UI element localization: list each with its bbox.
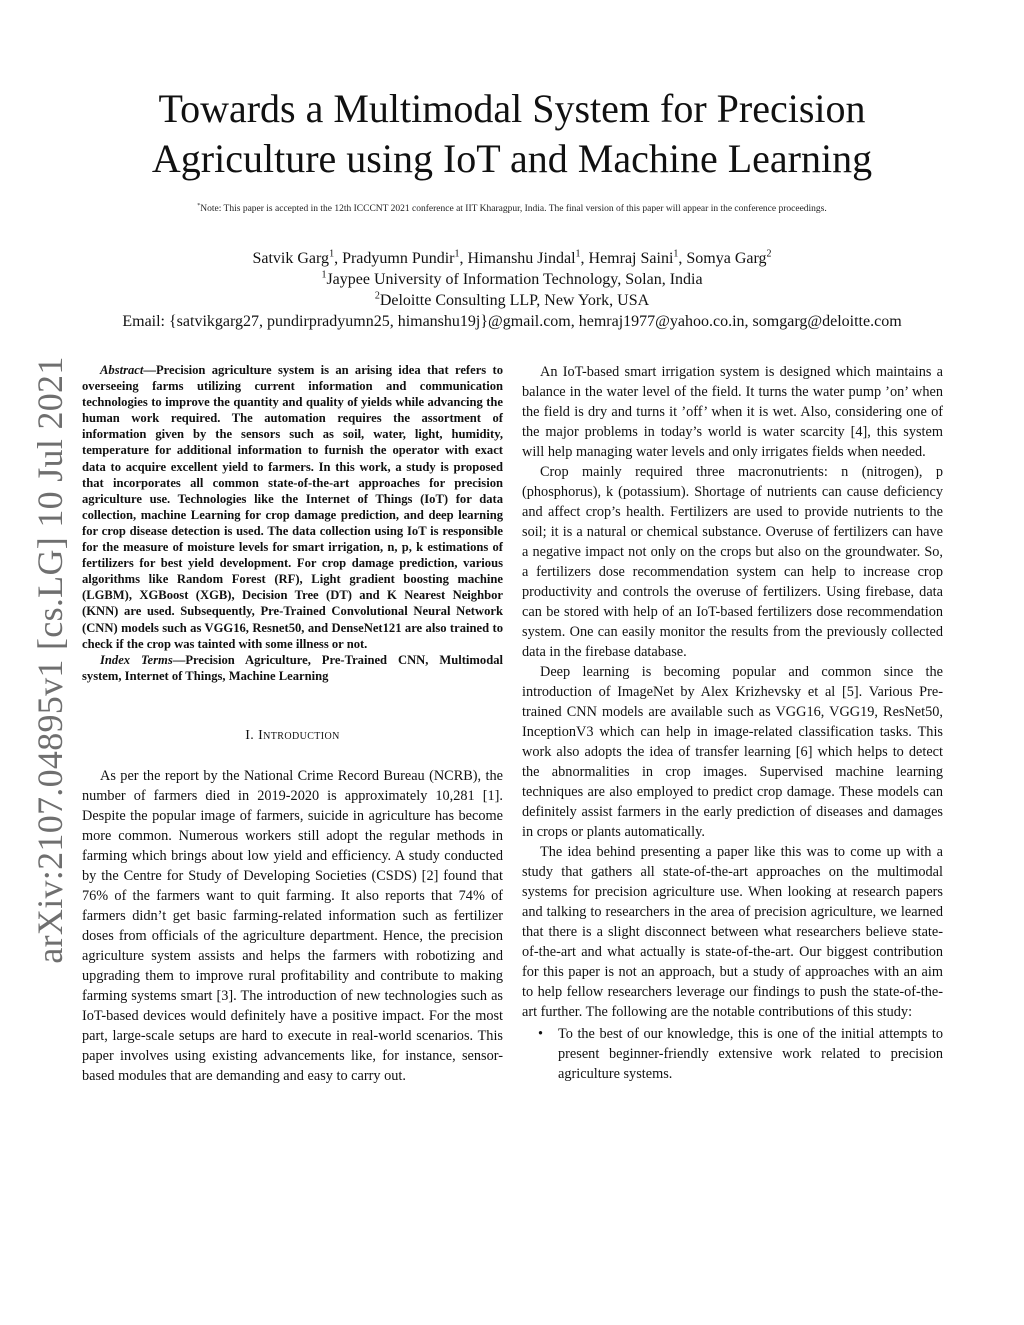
body-paragraph: Deep learning is becoming popular and common since the introduction of ImageNet by Alex Krizhevsky et al [5]. Various Pre-trained CNN models are available such as VGG16, VGG19, ResNet50, InceptionV3 which can help in image-related classification tasks. This work also adopts the idea of transfer learning [6] which helps to detect the abnormalities in crop images. Supervised machine learning techniques are also employed to predict crop damage. These models can definitely assist farmers in the early prediction of diseases and damages in crops or plants automatically. xyxy=(522,664,943,840)
note-text: Note: This paper is accepted in the 12th ICCCNT 2021 conference at IIT Kharagpur, India. The final version of this paper will appear in the conference proceedings. xyxy=(200,204,827,215)
author-affil-mark: 2 xyxy=(766,248,772,260)
section-number: I. xyxy=(245,727,255,743)
author-affil-mark: 1 xyxy=(454,248,460,260)
affiliation-text: Jaypee University of Information Technology, Solan, India xyxy=(326,271,703,288)
author-list xyxy=(0,248,1024,269)
author-separator: , xyxy=(459,250,468,267)
list-item-text: To the best of our knowledge, this is one of the initial attempts to present beginner-friendly extensive work related to precision agriculture systems. xyxy=(558,1026,943,1082)
title-line-1: Towards a Multimodal System for Precision xyxy=(158,86,866,131)
abstract xyxy=(82,362,503,652)
body-paragraph: As per the report by the National Crime Record Bureau (NCRB), the number of farmers died in 2019-2020 is approximately 10,281 [1]. Despite the popular image of farmers, suicide in agriculture has become more common. Numerous workers still adopt the regular methods in farming which brings about low yield and efficiency. A study conducted by the Centre for Study of Developing Societies (CSDS) [2] found that 76% of the farmers want to quit farming. It also reports that 74% of farmers didn’t get basic farming-related information such as fertilizer doses from officials of the agriculture department. Hence, the precision agriculture system assists and helps the farmers with robotizing and upgrading them to improve rural profitability and contribute to making farming systems smart [3]. The introduction of new technologies such as IoT-based devices would definitely have a positive impact. For the most part, large-scale setups are hard to execute in real-world scenarios. This paper involves using existing advancements like, for instance, sensor-based modules that are demanding and easy to carry out. xyxy=(82,767,503,1084)
arxiv-identifier: arXiv:2107.04895v1 [cs.LG] 10 Jul 2021 xyxy=(30,356,70,964)
affiliation-2 xyxy=(0,290,1024,311)
list-item xyxy=(522,1024,943,1084)
author-name: Somya Garg xyxy=(686,250,767,267)
index-terms-label: Index Terms xyxy=(100,652,173,667)
author-name: Satvik Garg xyxy=(252,250,330,267)
author-separator: , xyxy=(580,250,589,267)
affiliation-text: Deloitte Consulting LLP, New York, USA xyxy=(379,292,650,309)
body-paragraph: Crop mainly required three macronutrients: n (nitrogen), p (phosphorus), k (potassium). Shortage of nutrients can cause deficiency and affect crop’s health. Fertilizers are used to provide nutrients to the soil; it is a natural or chemical substance. Overuse of fertilizers can have a negative impact not only on the crops but also on the groundwater. So, a fertilizers dose recommendation system can help to increase crop productivity and controls the overuse of fertilizers. Using firebase, data can be stored with help of an IoT-based fertilizers dose recommendation system. One can easily monitor the results from the previously collected data in the firebase database. xyxy=(522,464,943,660)
index-terms-text: —Precision Agriculture, Pre-Trained CNN, Multimodal system, Internet of Things, Machine Learning xyxy=(82,652,503,683)
note-asterisk: * xyxy=(197,203,201,209)
affiliation-mark: 2 xyxy=(374,290,380,302)
body-paragraph: The idea behind presenting a paper like this was to come up with a study that gathers all state-of-the-art approaches on the multimodal systems for precision agriculture use. When looking at research papers and talking to researchers in the area of precision agriculture, we learned that there is a slight disconnect between what researchers believe state-of-the-art and what actually is state-of-the-art. Our biggest contribution for this paper is not an approach, but a study of approaches with an aim to help fellow researchers leverage our findings to push the state-of-the-art further. The following are the notable contributions of this study: xyxy=(522,844,943,1020)
author-affil-mark: 1 xyxy=(673,248,679,260)
author-separator: , xyxy=(678,250,687,267)
index-terms xyxy=(82,652,503,684)
author-affil-mark: 1 xyxy=(329,248,335,260)
contribution-list xyxy=(522,1024,943,1084)
author-affil-mark: 1 xyxy=(575,248,581,260)
author-name: Hemraj Saini xyxy=(588,250,674,267)
author-name: Pradyumn Pundir xyxy=(342,250,455,267)
author-emails: Email: {satvikgarg27, pundirpradyumn25, himanshu19j}@gmail.com, hemraj1977@yahoo.co.in, somgarg@deloitte.com xyxy=(122,313,902,330)
author-separator: , xyxy=(334,250,343,267)
bullet-marker: • xyxy=(538,1026,544,1042)
abstract-text: —Precision agriculture system is an arising idea that refers to overseeing farms utilizing current information and communication technologies to improve the quantity and quality of yields while advancing the human work required. The automation requires the assortment of information given by the sensors such as soil, water, light, humidity, temperature for additional information to furnish the operator with exact data to acquire excellent yield to farmers. In this work, a study is proposed that incorporates all common state-of-the-art approaches for precision agriculture use. Technologies like the Internet of Things (IoT) for data collection, machine Learning for crop damage prediction, and deep learning for crop disease detection is used. The data collection using IoT is responsible for the measure of moisture levels for smart irrigation, n, p, k estimations of fertilizers for best yield development. For crop damage prediction, various algorithms like Random Forest (RF), Light gradient boosting machine (LGBM), XGBoost (XGB), Decision Tree (DT) and K Nearest Neighbor (KNN) are used. Subsequently, Pre-Trained Convolutional Neural Network (CNN) models such as VGG16, Resnet50, and DenseNet121 are also trained to check if the crop was tainted with some illness or not. xyxy=(82,363,503,651)
abstract-label: Abstract xyxy=(100,363,144,377)
section-heading-introduction xyxy=(82,726,503,746)
left-column xyxy=(82,362,503,1086)
author-block xyxy=(0,248,1024,332)
title-line-2: Agriculture using IoT and Machine Learning xyxy=(151,136,873,181)
author-name: Himanshu Jindal xyxy=(467,250,576,267)
conference-note xyxy=(0,203,1024,214)
section-title: Introduction xyxy=(258,727,340,743)
affiliation-mark: 1 xyxy=(321,269,327,281)
body-paragraph: An IoT-based smart irrigation system is designed which maintains a balance in the water level of the field. It turns the water pump ’on’ when the field is dry and turns it ’off’ when it is wet. Also, considering one of the major problems in today’s world is water scarcity [4], this system will help managing water levels and only irrigates fields when needed. xyxy=(522,364,943,460)
right-column xyxy=(522,362,943,1084)
affiliation-1 xyxy=(0,269,1024,290)
paper-title xyxy=(0,84,1024,184)
